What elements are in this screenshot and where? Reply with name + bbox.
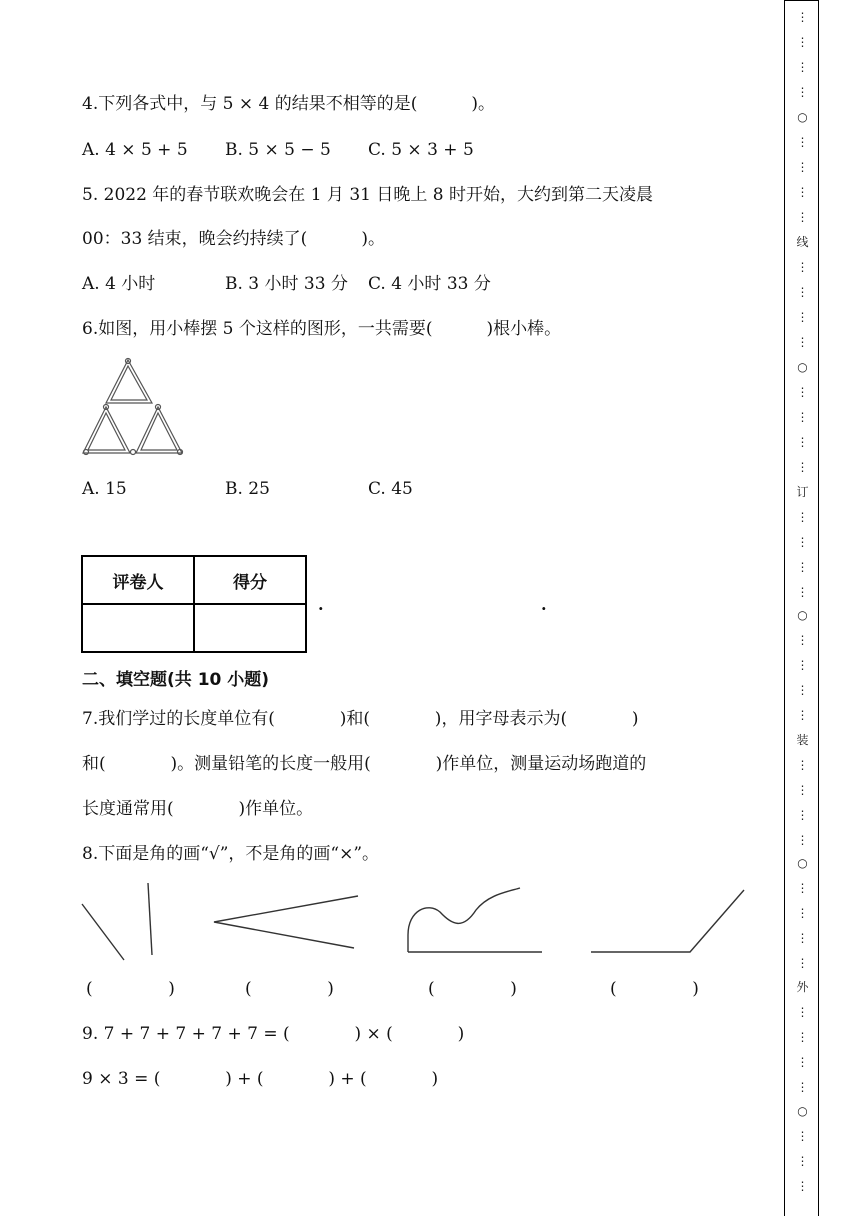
binding-dots: ⋮ — [796, 1030, 809, 1044]
q5-option-a: A. 4 小时 — [82, 274, 156, 294]
q8-answer-4[interactable]: ( ) — [610, 979, 699, 999]
binding-circle: ○ — [797, 608, 808, 622]
dot-marker: . — [541, 595, 547, 614]
q8-answer-3[interactable]: ( ) — [428, 979, 517, 999]
binding-dots: ⋮ — [796, 260, 809, 274]
section-title: 二、填空题(共 10 小题) — [82, 670, 270, 690]
binding-dots: ⋮ — [796, 708, 809, 722]
binding-dots: ⋮ — [796, 1179, 809, 1193]
binding-circle: ○ — [797, 1104, 808, 1118]
binding-dots: ⋮ — [796, 1080, 809, 1094]
binding-dots: ⋮ — [796, 10, 809, 24]
q5-line-1: 5. 2022 年的春节联欢晚会在 1 月 31 日晚上 8 时开始，大约到第二天凌晨 — [82, 185, 653, 205]
binding-dots: ⋮ — [796, 1154, 809, 1168]
binding-dots: ⋮ — [796, 1005, 809, 1019]
binding-dots: ⋮ — [796, 1129, 809, 1143]
binding-dots: ⋮ — [796, 783, 809, 797]
score-header: 得分 — [194, 556, 306, 604]
q7-line-3: 长度通常用( )作单位。 — [82, 799, 314, 819]
binding-dots: ⋮ — [796, 135, 809, 149]
binding-dots: ⋮ — [796, 460, 809, 474]
q4-option-b: B. 5 × 5 − 5 — [225, 140, 331, 160]
binding-dots: ⋮ — [796, 410, 809, 424]
q4-option-a: A. 4 × 5 + 5 — [82, 140, 188, 160]
binding-circle: ○ — [797, 856, 808, 870]
q6-option-b: B. 25 — [225, 479, 270, 499]
binding-dots: ⋮ — [796, 658, 809, 672]
q7-line-2: 和( )。测量铅笔的长度一般用( )作单位，测量运动场跑道的 — [82, 754, 647, 774]
q6-stem: 6.如图，用小棒摆 5 个这样的图形，一共需要( )根小棒。 — [82, 319, 562, 339]
binding-dots: ⋮ — [796, 35, 809, 49]
angle-figures — [78, 880, 758, 960]
binding-dots: ⋮ — [796, 185, 809, 199]
binding-dots: ⋮ — [796, 683, 809, 697]
binding-dots: ⋮ — [796, 560, 809, 574]
binding-dots: ⋮ — [796, 633, 809, 647]
binding-label-line: 线 — [796, 235, 809, 249]
binding-dots: ⋮ — [796, 435, 809, 449]
q4-option-c: C. 5 × 3 + 5 — [368, 140, 474, 160]
binding-dots: ⋮ — [796, 956, 809, 970]
q5-line-2: 00：33 结束，晚会约持续了( )。 — [82, 229, 385, 249]
binding-dots: ⋮ — [796, 906, 809, 920]
q9-line-1: 9. 7 + 7 + 7 + 7 + 7 = ( ) × ( ) — [82, 1024, 465, 1044]
q5-option-c: C. 4 小时 33 分 — [368, 274, 491, 294]
q4-stem: 4.下列各式中，与 5 × 4 的结果不相等的是( )。 — [82, 94, 496, 114]
binding-dots: ⋮ — [796, 585, 809, 599]
binding-dots: ⋮ — [796, 881, 809, 895]
binding-dots: ⋮ — [796, 510, 809, 524]
binding-dots: ⋮ — [796, 758, 809, 772]
grader-cell[interactable] — [82, 604, 194, 652]
binding-dots: ⋮ — [796, 160, 809, 174]
binding-circle: ○ — [797, 110, 808, 124]
binding-label-bind: 装 — [796, 733, 809, 747]
q9-line-2: 9 × 3 = ( ) + ( ) + ( ) — [82, 1069, 439, 1089]
binding-dots: ⋮ — [796, 60, 809, 74]
binding-label-order: 订 — [796, 485, 809, 499]
binding-dots: ⋮ — [796, 85, 809, 99]
q7-line-1: 7.我们学过的长度单位有( )和( )，用字母表示为( ) — [82, 709, 639, 729]
q8-answer-1[interactable]: ( ) — [86, 979, 175, 999]
q8-stem: 8.下面是角的画“√”，不是角的画“×”。 — [82, 844, 380, 864]
binding-label-outer: 外 — [796, 980, 809, 994]
binding-dots: ⋮ — [796, 1055, 809, 1069]
score-cell[interactable] — [194, 604, 306, 652]
q6-option-c: C. 45 — [368, 479, 413, 499]
binding-dots: ⋮ — [796, 385, 809, 399]
score-table — [81, 555, 307, 653]
binding-dots: ⋮ — [796, 808, 809, 822]
stick-triangles-figure — [78, 355, 198, 460]
binding-dots: ⋮ — [796, 210, 809, 224]
q5-option-b: B. 3 小时 33 分 — [225, 274, 348, 294]
binding-dots: ⋮ — [796, 931, 809, 945]
binding-dots: ⋮ — [796, 310, 809, 324]
binding-dots: ⋮ — [796, 285, 809, 299]
q6-option-a: A. 15 — [82, 479, 127, 499]
grader-header: 评卷人 — [82, 556, 194, 604]
binding-dots: ⋮ — [796, 535, 809, 549]
binding-strip — [784, 0, 819, 1216]
q8-answer-2[interactable]: ( ) — [245, 979, 334, 999]
binding-dots: ⋮ — [796, 833, 809, 847]
dot-marker: . — [318, 595, 324, 614]
binding-circle: ○ — [797, 360, 808, 374]
binding-dots: ⋮ — [796, 335, 809, 349]
